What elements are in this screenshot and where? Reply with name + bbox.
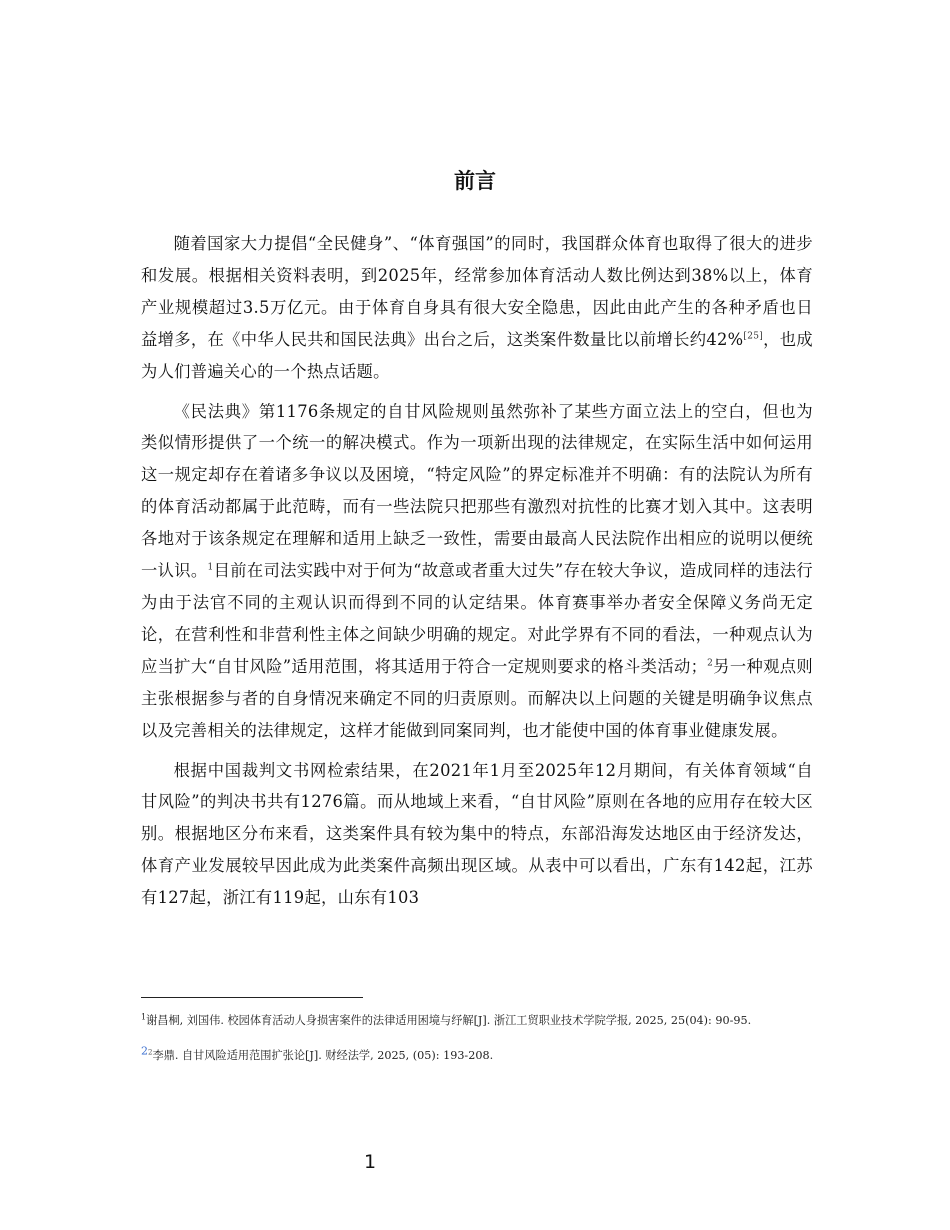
- page-number: 1: [363, 1151, 377, 1173]
- paragraph-text: 目前在司法实践中对于何为“故意或者重大过失”存在较大争议，造成同样的违法行为由于法官不同的主观认识而得到不同的认定结果。体育赛事举办者安全保障义务尚无定论，在营利性和非营利性主体之间缺少明确的规定。对此学界有不同的看法，一种观点认为应当扩大“自甘风险”适用范围，将其适用于符合一定规则要求的格斗类活动；: [141, 561, 813, 676]
- footnote-separator: [141, 997, 363, 998]
- footnote-text: 李鼎. 自甘风险适用范围扩张论[J]. 财经法学, 2025, (05): 193-208.: [152, 1048, 494, 1062]
- paragraph-1: [141, 228, 813, 388]
- footnote-ref-1[interactable]: 1: [207, 562, 214, 573]
- paragraph-2: [141, 396, 813, 747]
- paragraph-text: 《民法典》第1176条规定的自甘风险规则虽然弥补了某些方面立法上的空白，但也为类似情形提供了一个统一的解决模式。作为一项新出现的法律规定，在实际生活中如何运用这一规定却存在着诸多争议以及困境，“特定风险”的界定标准并不明确：有的法院认为所有的体育活动都属于此范畴，而有一些法院只把那些有激烈对抗性的比赛才划入其中。这表明各地对于该条规定在理解和适用上缺乏一致性，需要由最高人民法院作出相应的说明以便统一认识。: [141, 401, 813, 581]
- paragraph-text: 另一种观点则主张根据参与者的自身情况来确定不同的归责原则。而解决以上问题的关键是明确争议焦点以及完善相关的法律规定，这样才能做到同案同判，也才能使中国的体育事业健康发展。: [141, 656, 813, 740]
- paragraph-text: 随着国家大力提倡“全民健身”、“体育强国”的同时，我国群众体育也取得了很大的进步和发展。根据相关资料表明，到2025年，经常参加体育活动人数比例达到38%以上，体育产业规模超过3.5万亿元。由于体育自身具有很大安全隐患，因此由此产生的各种矛盾也日益增多，在《中华人民共和国民法典》出台之后，这类案件数量比以前增长约42%: [141, 234, 813, 349]
- footnotes: [141, 1011, 813, 1080]
- footnote-mark: 2: [148, 1047, 153, 1056]
- footnote-text: 谢昌桐, 刘国伟. 校园体育活动人身损害案件的法律适用困境与纾解[J]. 浙江工贸职业技术学院学报, 2025, 25(04): 90-95.: [146, 1014, 752, 1027]
- paragraph-text: 根据中国裁判文书网检索结果，在2021年1月至2025年12月期间，有关体育领域“自甘风险”的判决书共有1276篇。而从地域上来看，“自甘风险”原则在各地的应用存在较大区别。根据地区分布来看，这类案件具有较为集中的特点，东部沿海发达地区由于经济发达，体育产业发展较早因此成为此类案件高频出现区域。从表中可以看出，广东有142起，江苏有127起，浙江有119起，山东有103: [141, 760, 813, 908]
- citation-marker[interactable]: [25]: [743, 331, 764, 342]
- footnote-2: [141, 1043, 813, 1066]
- footnote-mark: 1: [141, 1012, 147, 1022]
- footnote-ref-2[interactable]: 2: [707, 658, 714, 669]
- footnote-1: [141, 1011, 813, 1031]
- footnote-backlink[interactable]: 2: [141, 1043, 148, 1057]
- page-title: 前言: [454, 169, 496, 193]
- body-text: [141, 228, 813, 914]
- paragraph-text: ，也成为人们普遍关心的一个热点话题。: [141, 329, 813, 381]
- paragraph-3: [141, 755, 813, 915]
